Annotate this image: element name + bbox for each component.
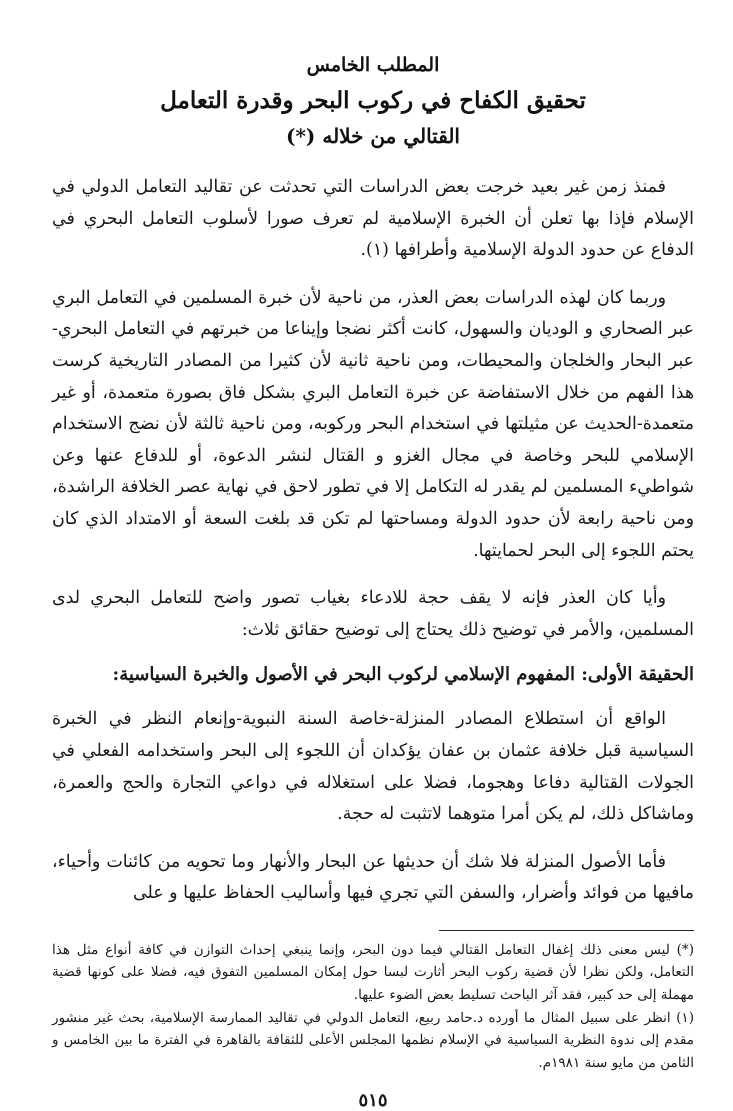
footnote-one: (١) انظر على سبيل المثال ما أورده د.حامد ربيع، التعامل الدولي في تقاليد الممارسة الإسلامية، بحث غير منشور مقدم إلى ندوة النظرية السياسية في الإسلام نظمها المجلس الأعلى للثقافة بالقاهرة في الفترة ما بين الخامس و الثامن من مايو سنة ١٩٨١م. [52,1009,694,1071]
paragraph-sources: الواقع أن استطلاع المصادر المنزلة-خاصة السنة النبوية-وإنعام النظر في الخبرة السياسية قبل خلافة عثمان بن عفان يؤكدان أن اللجوء إلى البحر واستخدامه الفعلي في الجولات القتالية دفاعا وهجوما، فضلا على استغلاله في دواعي التجارة والحج والعمرة، وماشاكل ذلك، لم يكن أمرا متوهما لاتثبت له حجة. [52,709,694,825]
paragraph-intro: فمنذ زمن غير بعيد خرجت بعض الدراسات التي تحدثت عن تقاليد التعامل الدولي في الإسلام فإذا بها تعلن أن الخبرة الإسلامية لم تعرف صورا لأسلوب التعامل البحري في الدفاع عن حدود الدولة الإسلامية وأطرافها (١). [52,177,694,261]
document-page [52,44,694,1111]
footnote-divider [439,930,694,931]
footnote-star: (*) ليس معنى ذلك إغفال التعامل القتالي فيما دون البحر، وإنما ينبغي إحداث التوازن في كافة أنواع مثل هذا التعامل، ولكن نظرا لأن قضية ركوب البحر أثارت لبسا حول إمكان المسلمين التفوق فيه، فضلا على كونها قضية مهملة إلى حد كبير، فقد آثر الباحث تسليط بعض الضوء عليها. [52,941,694,1004]
paragraph-revealed-sources: فأما الأصول المنزلة فلا شك أن حديثها عن البحار والأنهار وما تحويه من كائنات وأحياء، مافيها من فوائد وأضرار، والسفن التي تجري فيها وأساليب الحفاظ عليها و على [52,851,694,904]
page-title: تحقيق الكفاح في ركوب البحر وقدرة التعامل [160,87,586,114]
paragraph-three-facts: وأيا كان العذر فإنه لا يقف حجة للادعاء بغياب تصور واضح للتعامل البحري لدى المسلمين، والأمر في توضيح ذلك يحتاج إلى توضيح حقائق ثلاث: [52,588,694,640]
page-title-continued: القتالي من خلاله (*) [286,124,460,148]
section-heading-first-fact: الحقيقة الأولى: المفهوم الإسلامي لركوب البحر في الأصول والخبرة السياسية: [112,664,694,686]
page-number: ٥١٥ [358,1090,388,1111]
section-subtitle: المطلب الخامس [306,54,440,76]
paragraph-reasons: وربما كان لهذه الدراسات بعض العذر، من ناحية لأن خبرة المسلمين في التعامل البري عبر الصحاري و الوديان والسهول، كانت أكثر نضجا وإيناعا من خبرتهم في التعامل البحري-عبر البحار والخلجان والمحيطات، ومن ناحية ثانية لأن كثيرا من المصادر التاريخية كرست هذا الفهم من خلال الاستفاضة عن خبرة التعامل البري بشكل فاق بصورة متعمدة، أو غير متعمدة-الحديث عن مثيلتها في استخدام البحر وركوبه، ومن ناحية ثالثة لأن نضج الاستخدام الإسلامي للبحر وخاصة في مجال الغزو و القتال لنشر الدعوة، أو للدفاع عنها وعن شواطيء المسلمين لم يقدر له التكامل إلا في تطور لاحق في نهاية عصر الخلافة الراشدة، ومن ناحية رابعة لأن حدود الدولة ومساحتها لم تكن قد بلغت السعة أو الامتداد الذي كان يحتم اللجوء إلى البحر لحمايتها. [52,287,694,561]
